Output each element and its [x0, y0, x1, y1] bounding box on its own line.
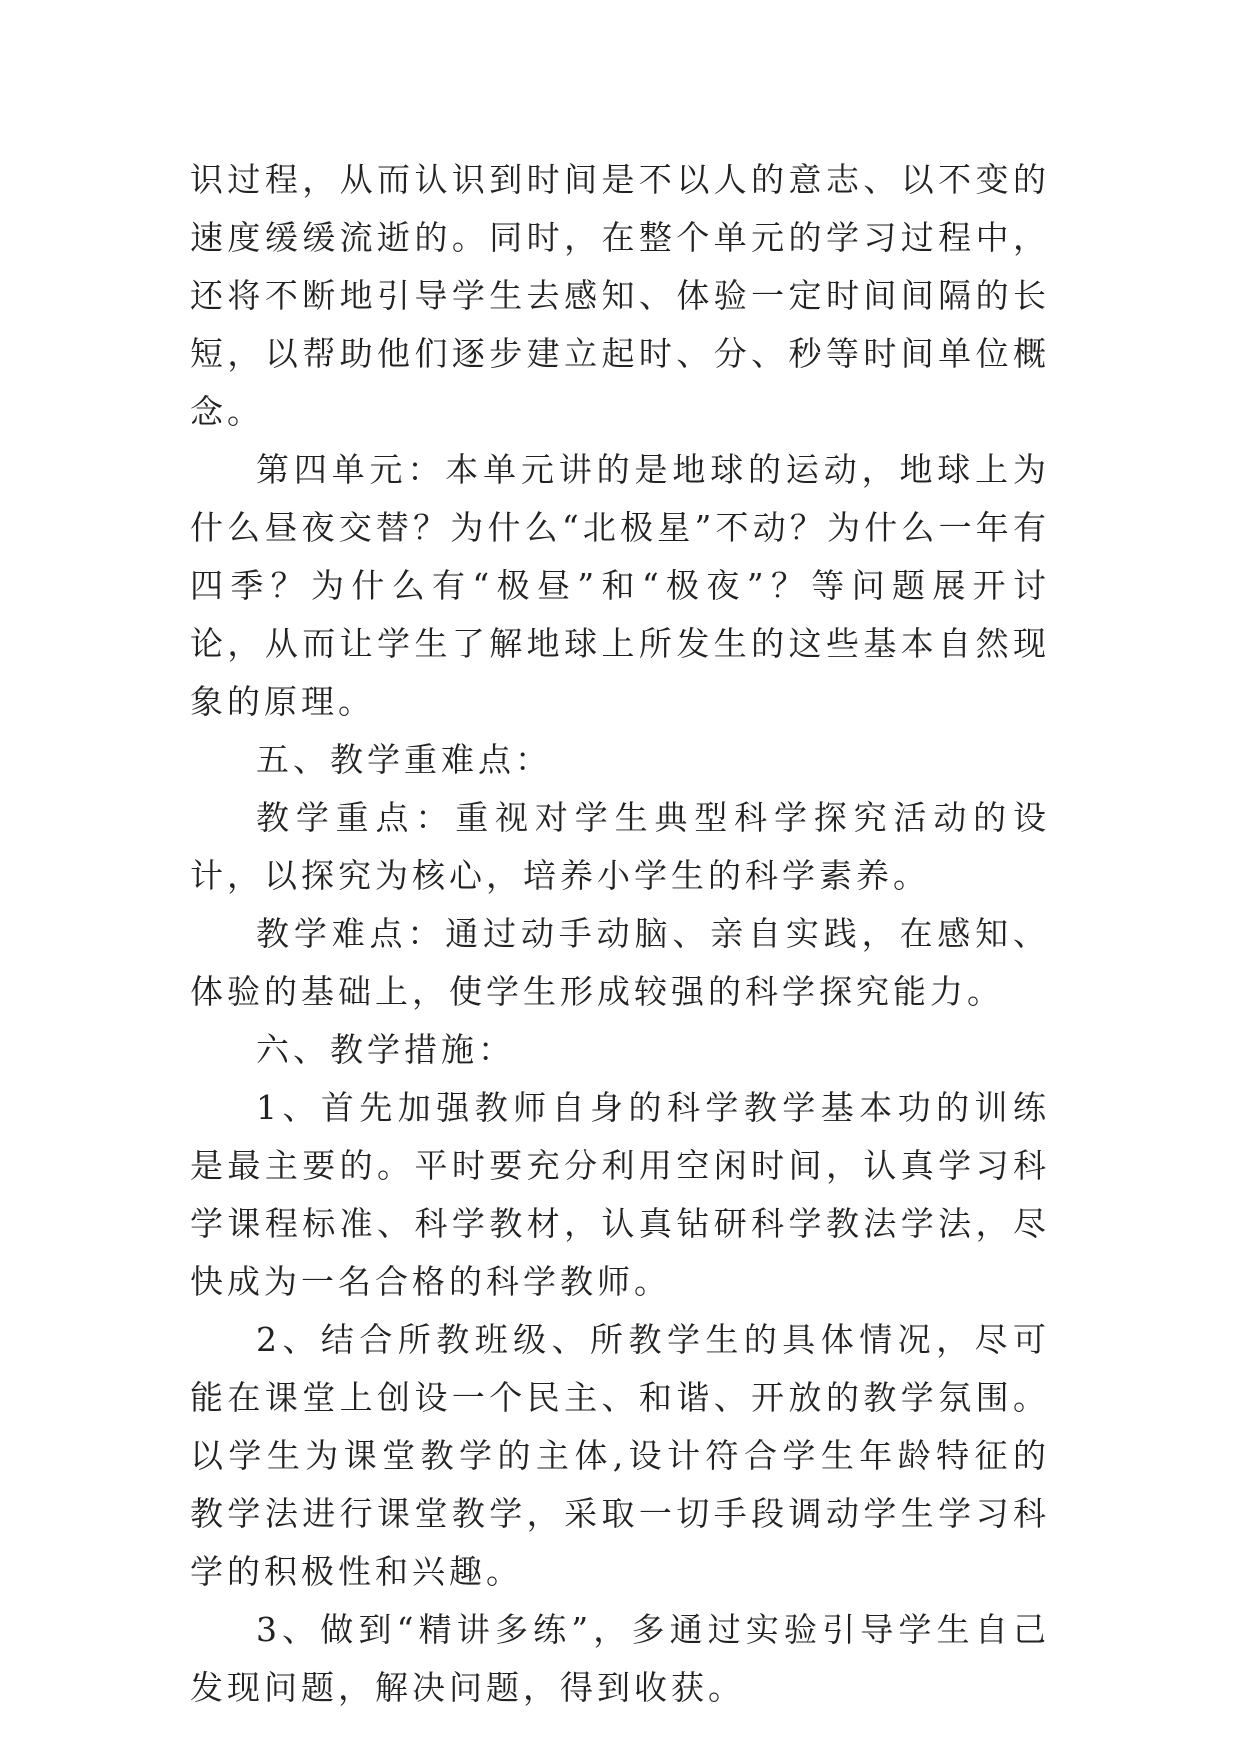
paragraph-unit-three-continued: 识过程，从而认识到时间是不以人的意志、以不变的速度缓缓流逝的。同时，在整个单元的学习过程中，还将不断地引导学生去感知、体验一定时间间隔的长短，以帮助他们逐步建立起时、分、秒等时间单位概念。	[190, 160, 1050, 431]
paragraph-measure-2: 2、结合所教班级、所教学生的具体情况，尽可能在课堂上创设一个民主、和谐、开放的教学氛围。以学生为课堂教学的主体,设计符合学生年龄特征的教学法进行课堂教学，采取一切手段调动学生学习科学的积极性和兴趣。	[190, 1320, 1050, 1591]
paragraph-measure-3: 3、做到“精讲多练”，多通过实验引导学生自己发现问题，解决问题，得到收获。	[190, 1610, 1050, 1707]
document-body	[190, 151, 1050, 1717]
heading-teaching-key-points: 五、教学重难点：	[256, 740, 552, 779]
paragraph-measure-1: 1、首先加强教师自身的科学教学基本功的训练是最主要的。平时要充分利用空闲时间，认真学习科学课程标准、科学教材，认真钻研科学教法学法，尽快成为一名合格的科学教师。	[190, 1088, 1050, 1301]
paragraph-teaching-difficulty: 教学难点：通过动手动脑、亲自实践，在感知、体验的基础上，使学生形成较强的科学探究能力。	[190, 914, 1050, 1011]
paragraph-unit-four: 第四单元：本单元讲的是地球的运动，地球上为什么昼夜交替？为什么“北极星”不动？为什么一年有四季？为什么有“极昼”和“极夜”？等问题展开讨论，从而让学生了解地球上所发生的这些基本自然现象的原理。	[190, 450, 1050, 721]
heading-teaching-measures: 六、教学措施：	[256, 1030, 515, 1069]
paragraph-teaching-focus: 教学重点：重视对学生典型科学探究活动的设计，以探究为核心，培养小学生的科学素养。	[190, 798, 1050, 895]
